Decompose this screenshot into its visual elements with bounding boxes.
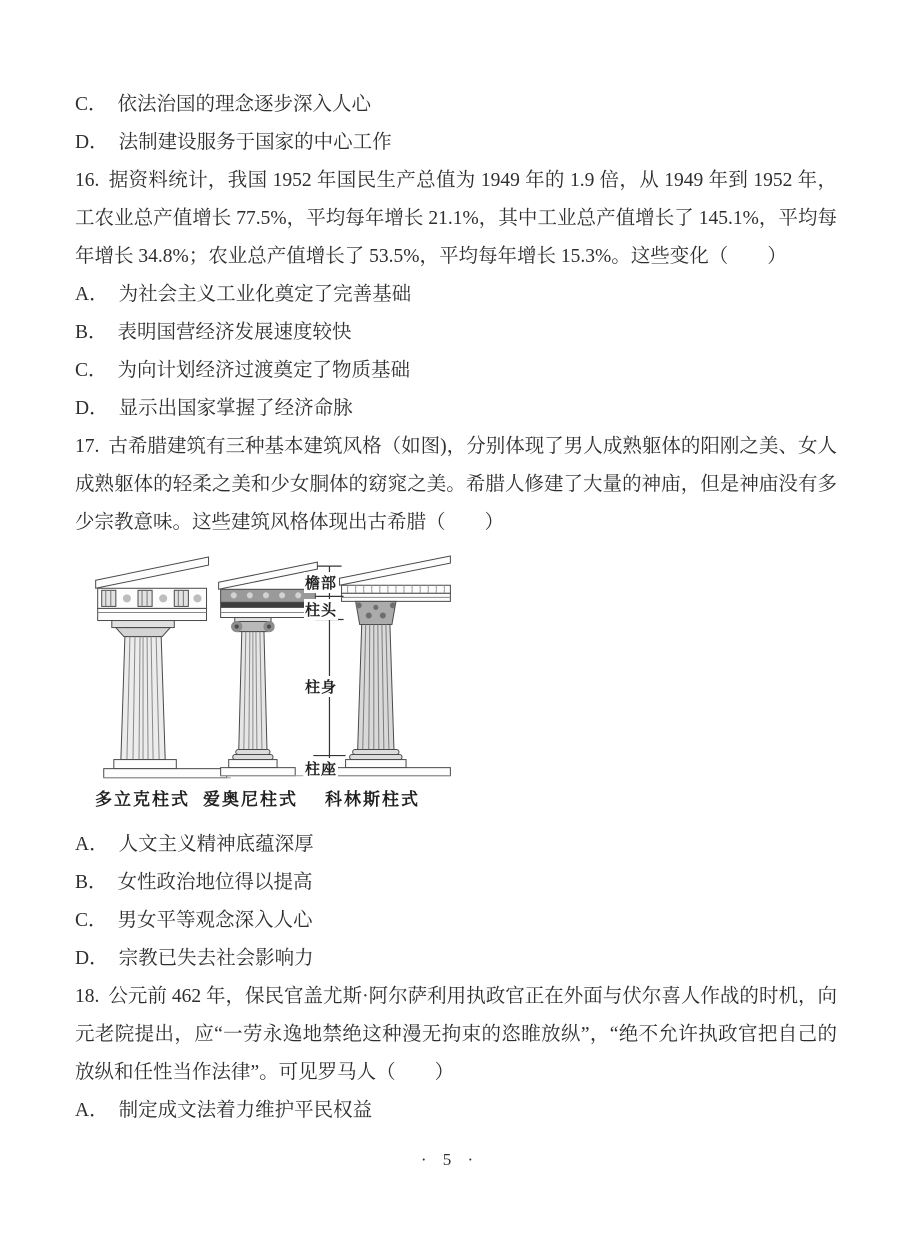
option-label: A． — [75, 834, 109, 855]
option-text: 为社会主义工业化奠定了完善基础 — [118, 284, 412, 305]
page-number: · 5 · — [420, 1150, 480, 1169]
ionic-column-drawing — [219, 562, 318, 776]
prev-option-d — [75, 124, 837, 162]
question-18-number: 18. — [75, 986, 100, 1007]
option-label: D． — [75, 132, 109, 153]
option-text: 人文主义精神底蕴深厚 — [118, 834, 314, 855]
option-label: A． — [75, 284, 109, 305]
question-16-stem — [75, 162, 837, 276]
option-label: C． — [75, 360, 108, 381]
label-capital: 柱头 — [304, 599, 338, 620]
question-17-number: 17. — [75, 436, 100, 457]
option-label: B． — [75, 322, 108, 343]
doric-column-drawing — [96, 557, 231, 778]
caption-doric: 多立克柱式 — [95, 790, 190, 809]
caption-corinthian: 科林斯柱式 — [325, 790, 420, 809]
option-label: C． — [75, 94, 108, 115]
option-text: 表明国营经济发展速度较快 — [117, 322, 352, 343]
question-16-number: 16. — [75, 170, 100, 191]
question-16-text: 据资料统计，我国 1952 年国民生产总值为 1949 年的 1.9 倍，从 1949 年到 1952 年，工农业总产值增长 77.5%，平均每年增长 21.1%，其中工业总产值增长了 145.1%，平均每年增长 34.8%；农业总产值增长了 53.5%，平均每年增长 15.3%。这些变化（ ） — [75, 170, 837, 267]
dimension-line — [313, 566, 345, 776]
option-label: B． — [75, 872, 108, 893]
option-17-c — [75, 902, 837, 940]
option-text: 依法治国的理念逐步深入人心 — [117, 94, 372, 115]
option-17-a — [75, 826, 837, 864]
label-entablature: 檐部 — [304, 572, 338, 593]
prev-option-c — [75, 86, 837, 124]
option-label: D． — [75, 948, 109, 969]
greek-columns-drawing — [83, 552, 455, 814]
option-text: 法制建设服务于国家的中心工作 — [118, 132, 392, 153]
option-label: D． — [75, 398, 109, 419]
option-text: 男女平等观念深入人心 — [117, 910, 313, 931]
question-17-stem — [75, 428, 837, 542]
greek-columns-figure — [83, 552, 455, 814]
option-text: 宗教已失去社会影响力 — [118, 948, 314, 969]
option-text: 制定成文法着力维护平民权益 — [118, 1100, 373, 1121]
option-text: 显示出国家掌握了经济命脉 — [118, 398, 353, 419]
label-shaft: 柱身 — [304, 676, 338, 697]
corinthian-column-drawing — [338, 556, 451, 776]
option-text: 为向计划经济过渡奠定了物质基础 — [117, 360, 411, 381]
option-16-a — [75, 276, 837, 314]
caption-ionic: 爱奥尼柱式 — [203, 790, 298, 809]
option-16-c — [75, 352, 837, 390]
page-content — [75, 86, 837, 1130]
option-label: C． — [75, 910, 108, 931]
option-16-b — [75, 314, 837, 352]
option-17-b — [75, 864, 837, 902]
question-17-text: 古希腊建筑有三种基本建筑风格（如图)，分别体现了男人成熟躯体的阳刚之美、女人成熟躯体的轻柔之美和少女胴体的窈窕之美。希腊人修建了大量的神庙，但是神庙没有多少宗教意味。这些建筑风格体现出古希腊（ ） — [75, 436, 837, 533]
question-18-stem — [75, 978, 837, 1092]
option-17-d — [75, 940, 837, 978]
option-text: 女性政治地位得以提高 — [117, 872, 313, 893]
label-base: 柱座 — [304, 758, 338, 779]
option-label: A． — [75, 1100, 109, 1121]
option-18-a — [75, 1092, 837, 1130]
question-18-text: 公元前 462 年，保民官盖尤斯·阿尔萨利用执政官正在外面与伏尔喜人作战的时机，向元老院提出，应“一劳永逸地禁绝这种漫无拘束的恣睢放纵”，“绝不允许执政官把自己的放纵和任性当作法律”。可见罗马人（ ） — [75, 986, 837, 1083]
option-16-d — [75, 390, 837, 428]
